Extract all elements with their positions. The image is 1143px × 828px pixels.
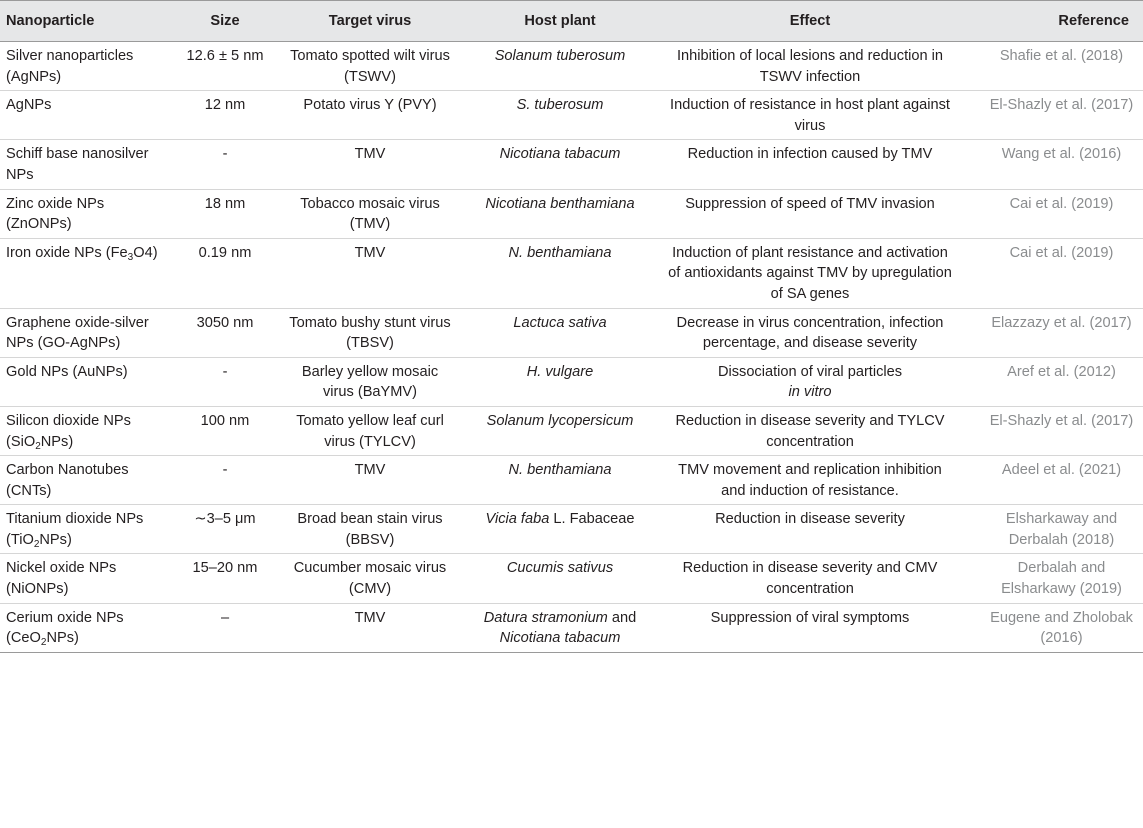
host-plant-name: Solanum lycopersicum: [486, 412, 634, 429]
cell-host-plant: [460, 406, 660, 455]
cell-target-virus: TMV: [280, 238, 460, 308]
effect-italic: in vitro: [788, 384, 832, 401]
cell-effect: [660, 554, 960, 603]
nanoparticle-name: Gold NPs (AuNPs): [6, 363, 128, 380]
nanoparticle-name: Titanium dioxide NPs (TiO: [6, 511, 144, 548]
cell-reference: Cai et al. (2019): [960, 238, 1143, 308]
header-size: Size: [170, 1, 280, 42]
table-row: [0, 308, 1143, 357]
cell-size: -: [170, 357, 280, 406]
cell-size: 3050 nm: [170, 308, 280, 357]
cell-nanoparticle: [0, 308, 170, 357]
table-body: [0, 42, 1143, 653]
nanoparticle-name: Iron oxide NPs (Fe: [6, 244, 128, 261]
nanoparticle-name-suffix: NPs): [40, 433, 74, 450]
effect-text: TMV movement and replication inhibition and induction of resistance.: [678, 462, 942, 499]
cell-effect: [660, 140, 960, 189]
nanoparticle-name: Schiff base nanosilver NPs: [6, 146, 149, 183]
nanoparticle-name: Cerium oxide NPs (CeO: [6, 609, 124, 647]
cell-target-virus: Tomato spotted wilt virus (TSWV): [280, 42, 460, 91]
table-row: [0, 238, 1143, 308]
cell-target-virus: Barley yellow mosaic virus (BaYMV): [280, 357, 460, 406]
cell-reference: Cai et al. (2019): [960, 189, 1143, 238]
effect-text: Reduction in disease severity and CMV concentration: [682, 560, 938, 598]
header-row: [0, 1, 1143, 42]
effect-text: Inhibition of local lesions and reduction in TSWV infection: [676, 48, 944, 85]
cell-effect: [660, 603, 960, 652]
cell-host-plant: [460, 238, 660, 308]
cell-nanoparticle: [0, 42, 170, 91]
cell-host-plant: [460, 505, 660, 554]
cell-effect: [660, 505, 960, 554]
cell-target-virus: Cucumber mosaic virus (CMV): [280, 554, 460, 603]
nanoparticle-subscript: 2: [33, 538, 40, 550]
cell-size: -: [170, 140, 280, 189]
cell-nanoparticle: [0, 505, 170, 554]
cell-reference: Elsharkaway and Derbalah (2018): [960, 505, 1143, 554]
table-header: [0, 1, 1143, 42]
host-plant-name: Vicia faba: [485, 511, 550, 528]
cell-nanoparticle: [0, 456, 170, 505]
cell-host-plant: [460, 308, 660, 357]
effect-text: Decrease in virus concentration, infection percentage, and disease severity: [676, 314, 944, 352]
table-row: [0, 603, 1143, 652]
host-plant-name: Lactuca sativa: [513, 314, 607, 331]
nanoparticle-name: AgNPs: [6, 97, 52, 114]
cell-target-virus: Tobacco mosaic virus (TMV): [280, 189, 460, 238]
cell-nanoparticle: [0, 238, 170, 308]
cell-nanoparticle: [0, 357, 170, 406]
effect-text: Reduction in infection caused by TMV: [687, 146, 933, 163]
host-plant-name: N. benthamiana: [508, 244, 612, 261]
header-target-virus: Target virus: [280, 1, 460, 42]
nanoparticle-name: Nickel oxide NPs (NiONPs): [6, 560, 117, 598]
cell-target-virus: TMV: [280, 456, 460, 505]
cell-target-virus: TMV: [280, 603, 460, 652]
table-row: [0, 357, 1143, 406]
cell-effect: [660, 357, 960, 406]
table-row: [0, 189, 1143, 238]
header-reference: Reference: [960, 1, 1143, 42]
header-nanoparticle: Nanoparticle: [0, 1, 170, 42]
cell-nanoparticle: [0, 603, 170, 652]
cell-host-plant: [460, 91, 660, 140]
cell-host-plant: [460, 189, 660, 238]
cell-reference: Aref et al. (2012): [960, 357, 1143, 406]
nanoparticle-name: Zinc oxide NPs (ZnONPs): [6, 195, 105, 233]
table-row: [0, 42, 1143, 91]
cell-target-virus: TMV: [280, 140, 460, 189]
host-plant-extra: and: [607, 609, 637, 626]
nanoparticle-name: Carbon Nanotubes (CNTs): [6, 462, 129, 499]
cell-reference: El-Shazly et al. (2017): [960, 406, 1143, 455]
effect-text: Dissociation of viral particles: [717, 363, 903, 380]
cell-size: -: [170, 456, 280, 505]
cell-effect: [660, 308, 960, 357]
cell-effect: [660, 238, 960, 308]
nanoparticle-name-suffix: O4): [133, 244, 158, 261]
header-effect: Effect: [660, 1, 960, 42]
table-row: [0, 140, 1143, 189]
effect-text: Reduction in disease severity and TYLCV concentration: [675, 412, 945, 450]
cell-reference: Derbalah and Elsharkawy (2019): [960, 554, 1143, 603]
cell-nanoparticle: [0, 189, 170, 238]
table-row: [0, 91, 1143, 140]
nanoparticle-subscript: 3: [127, 251, 134, 263]
cell-reference: Eugene and Zholobak (2016): [960, 603, 1143, 652]
host-plant-name: Solanum tuberosum: [494, 48, 626, 64]
host-plant-name: Cucumis sativus: [506, 560, 614, 577]
nanoparticle-name-suffix: NPs): [39, 531, 72, 548]
cell-effect: [660, 406, 960, 455]
cell-host-plant: [460, 357, 660, 406]
nanoparticle-subscript: 2: [35, 440, 41, 452]
cell-nanoparticle: [0, 554, 170, 603]
cell-reference: Adeel et al. (2021): [960, 456, 1143, 505]
nanoparticle-name: Graphene oxide-silver NPs (GO-AgNPs): [6, 314, 149, 352]
cell-nanoparticle: [0, 406, 170, 455]
host-plant-name-2: Nicotiana tabacum: [499, 630, 621, 647]
host-plant-name: Datura stramonium: [483, 609, 608, 626]
cell-target-virus: Broad bean stain virus (BBSV): [280, 505, 460, 554]
cell-host-plant: [460, 603, 660, 652]
nanoparticle-name-suffix: NPs): [46, 630, 79, 647]
host-plant-name: S. tuberosum: [516, 97, 604, 114]
header-host-plant: Host plant: [460, 1, 660, 42]
cell-size: ∼3–5 μm: [170, 505, 280, 554]
cell-effect: [660, 42, 960, 91]
cell-size: 12 nm: [170, 91, 280, 140]
host-plant-name: N. benthamiana: [508, 462, 612, 479]
cell-reference: Elazzazy et al. (2017): [960, 308, 1143, 357]
cell-reference: Wang et al. (2016): [960, 140, 1143, 189]
cell-host-plant: [460, 554, 660, 603]
cell-size: 100 nm: [170, 406, 280, 455]
cell-effect: [660, 189, 960, 238]
cell-size: 12.6 ± 5 nm: [170, 42, 280, 91]
effect-text: Reduction in disease severity: [715, 511, 905, 528]
cell-host-plant: [460, 42, 660, 91]
host-plant-name: Nicotiana benthamiana: [485, 195, 635, 212]
effect-text: Induction of plant resistance and activation of antioxidants against TMV by upregulation of SA genes: [668, 244, 952, 302]
cell-host-plant: [460, 140, 660, 189]
cell-target-virus: Potato virus Y (PVY): [280, 91, 460, 140]
nanoparticle-subscript: 2: [40, 637, 47, 649]
cell-size: 15–20 nm: [170, 554, 280, 603]
cell-target-virus: Tomato yellow leaf curl virus (TYLCV): [280, 406, 460, 455]
table-row: [0, 554, 1143, 603]
cell-host-plant: [460, 456, 660, 505]
cell-size: –: [170, 603, 280, 652]
cell-target-virus: Tomato bushy stunt virus (TBSV): [280, 308, 460, 357]
cell-size: 0.19 nm: [170, 238, 280, 308]
host-plant-extra: L. Fabaceae: [549, 511, 635, 528]
cell-reference: El-Shazly et al. (2017): [960, 91, 1143, 140]
cell-size: 18 nm: [170, 189, 280, 238]
effect-text: Suppression of viral symptoms: [710, 609, 910, 626]
nanoparticle-name: Silver nanoparticles (AgNPs): [6, 48, 134, 85]
effect-text: Suppression of speed of TMV invasion: [685, 195, 935, 212]
cell-effect: [660, 91, 960, 140]
table-row: [0, 456, 1143, 505]
cell-nanoparticle: [0, 91, 170, 140]
host-plant-name: H. vulgare: [526, 363, 594, 380]
effect-text: Induction of resistance in host plant against virus: [670, 97, 950, 134]
table-row: [0, 505, 1143, 554]
nanoparticle-name: Silicon dioxide NPs (SiO: [6, 412, 131, 450]
cell-nanoparticle: [0, 140, 170, 189]
table-row: [0, 406, 1143, 455]
host-plant-name: Nicotiana tabacum: [499, 146, 621, 163]
cell-reference: Shafie et al. (2018): [960, 42, 1143, 91]
cell-effect: [660, 456, 960, 505]
